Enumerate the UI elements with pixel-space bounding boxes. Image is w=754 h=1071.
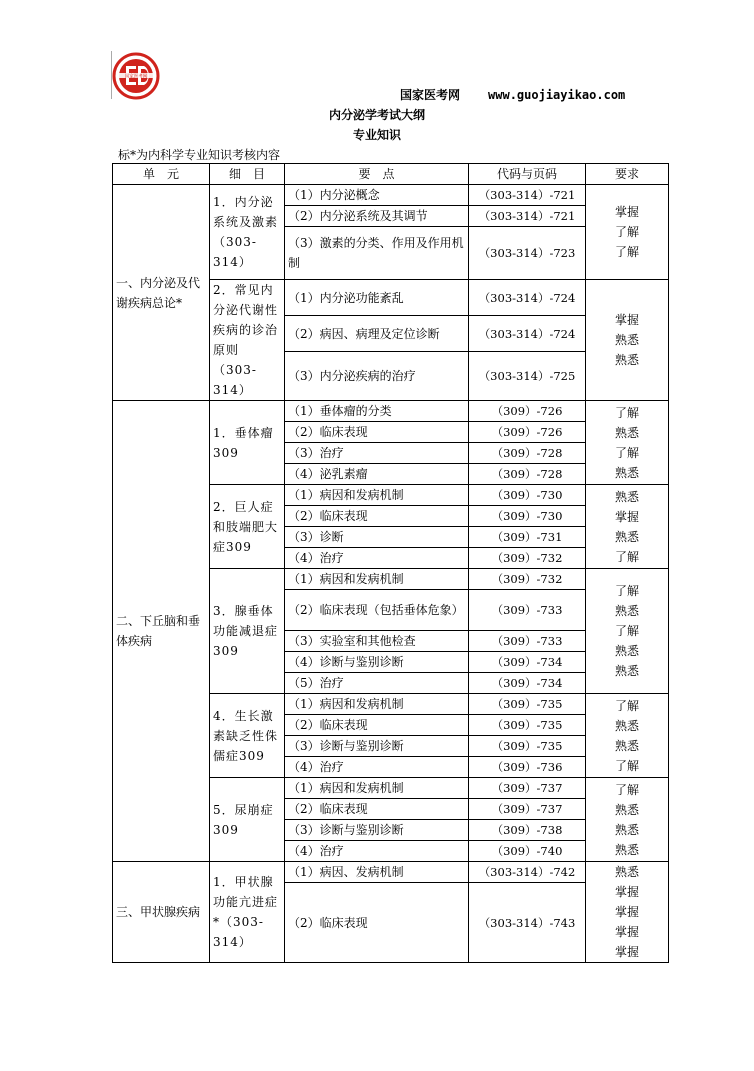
code-cell: （303-314）-724 [469, 280, 586, 316]
point-cell: （2）临床表现 [285, 799, 469, 820]
code-cell: （309）-731 [469, 527, 586, 548]
point-cell: （3）诊断与鉴别诊断 [285, 736, 469, 757]
code-cell: （309）-735 [469, 736, 586, 757]
detail-cell: 1．垂体瘤309 [210, 401, 285, 485]
requirement-item: 熟悉 [614, 465, 639, 480]
point-cell: （1）病因和发病机制 [285, 778, 469, 799]
requirement-cell [586, 778, 669, 862]
code-cell: （309）-726 [469, 422, 586, 443]
code-cell: （309）-730 [469, 485, 586, 506]
requirement-item: 熟悉 [614, 865, 639, 879]
code-cell: （309）-737 [469, 778, 586, 799]
point-cell: （1）垂体瘤的分类 [285, 401, 469, 422]
code-cell: （309）-730 [469, 506, 586, 527]
requirement-item: 熟悉 [614, 822, 639, 837]
point-cell: （1）内分泌功能紊乱 [285, 280, 469, 316]
detail-cell: 1．内分泌系统及激素（303-314） [210, 185, 285, 280]
table-row [113, 862, 669, 883]
requirement-cell [586, 280, 669, 401]
requirement-item: 熟悉 [614, 333, 639, 347]
code-cell: （303-314）-725 [469, 352, 586, 401]
detail-cell: 2．常见内分泌代谢性疾病的诊治原则（303-314） [210, 280, 285, 401]
requirement-item: 掌握 [614, 509, 639, 524]
table-row [113, 401, 669, 422]
table-note: 标*为内科学专业知识考核内容 [118, 148, 281, 162]
point-cell: （3）治疗 [285, 443, 469, 464]
requirement-item: 了解 [614, 225, 639, 239]
table-row [113, 185, 669, 206]
requirement-cell [586, 862, 669, 963]
code-cell: （309）-733 [469, 590, 586, 631]
requirement-item: 了解 [614, 624, 639, 638]
point-cell: （1）内分泌概念 [285, 185, 469, 206]
point-cell: （3）激素的分类、作用及作用机制 [285, 227, 469, 280]
point-cell: （3）实验室和其他检查 [285, 631, 469, 652]
point-cell: （2）临床表现 [285, 422, 469, 443]
point-cell: （4）诊断与鉴别诊断 [285, 652, 469, 673]
code-cell: （303-314）-743 [469, 883, 586, 963]
requirement-item: 熟悉 [614, 842, 639, 857]
unit-cell: 一、内分泌及代谢疾病总论* [113, 185, 210, 401]
code-cell: （303-314）-723 [469, 227, 586, 280]
code-cell: （309）-740 [469, 841, 586, 862]
point-cell: （4）治疗 [285, 757, 469, 778]
site-name: 国家医考网 [400, 88, 461, 102]
requirement-item: 掌握 [614, 925, 639, 939]
site-url-link[interactable]: www.guojiayikao.com [488, 88, 626, 102]
page-title: 内分泌学考试大纲 [328, 108, 425, 122]
requirement-item: 熟悉 [614, 353, 639, 367]
requirement-item: 了解 [614, 445, 639, 460]
code-cell: （303-314）-721 [469, 206, 586, 227]
point-cell: （1）病因和发病机制 [285, 569, 469, 590]
point-cell: （2）临床表现 [285, 506, 469, 527]
point-cell: （1）病因、发病机制 [285, 862, 469, 883]
point-cell: （2）临床表现（包括垂体危象） [285, 590, 469, 631]
requirement-item: 掌握 [614, 905, 639, 919]
requirement-item: 了解 [614, 782, 639, 797]
requirement-item: 熟悉 [614, 604, 639, 618]
code-cell: （303-314）-724 [469, 316, 586, 352]
point-cell: （2）临床表现 [285, 715, 469, 736]
code-cell: （309）-734 [469, 673, 586, 694]
requirement-item: 了解 [614, 698, 639, 713]
point-cell: （3）内分泌疾病的治疗 [285, 352, 469, 401]
requirement-item: 熟悉 [614, 738, 639, 753]
requirement-cell [586, 694, 669, 778]
requirement-item: 掌握 [614, 885, 639, 899]
code-cell: （303-314）-742 [469, 862, 586, 883]
logo-text: 国家医考网 [124, 74, 148, 80]
code-cell: （309）-734 [469, 652, 586, 673]
requirement-item: 熟悉 [614, 802, 639, 817]
point-cell: （3）诊断与鉴别诊断 [285, 820, 469, 841]
point-cell: （2）病因、病理及定位诊断 [285, 316, 469, 352]
requirement-item: 掌握 [614, 205, 639, 219]
requirement-item: 熟悉 [614, 664, 639, 678]
requirement-item: 了解 [614, 405, 639, 420]
header-detail: 细 目 [210, 164, 285, 185]
requirement-item: 熟悉 [614, 489, 639, 504]
code-cell: （309）-733 [469, 631, 586, 652]
code-cell: （309）-736 [469, 757, 586, 778]
point-cell: （2）临床表现 [285, 883, 469, 963]
detail-cell: 5．尿崩症309 [210, 778, 285, 862]
requirement-cell [586, 401, 669, 485]
requirement-cell [586, 185, 669, 280]
page-subtitle: 专业知识 [352, 128, 401, 142]
requirement-item: 了解 [614, 584, 639, 598]
point-cell: （4）治疗 [285, 548, 469, 569]
detail-cell: 4．生长激素缺乏性侏儒症309 [210, 694, 285, 778]
unit-cell: 二、下丘脑和垂体疾病 [113, 401, 210, 862]
header-requirement: 要求 [586, 164, 669, 185]
point-cell: （1）病因和发病机制 [285, 485, 469, 506]
code-cell: （309）-728 [469, 464, 586, 485]
site-header [400, 86, 625, 103]
syllabus-table [112, 163, 669, 963]
code-cell: （309）-735 [469, 694, 586, 715]
requirement-cell [586, 569, 669, 694]
code-cell: （309）-728 [469, 443, 586, 464]
point-cell: （4）治疗 [285, 841, 469, 862]
requirement-item: 熟悉 [614, 644, 639, 658]
detail-cell: 2．巨人症和肢端肥大症309 [210, 485, 285, 569]
requirement-item: 熟悉 [614, 425, 639, 440]
requirement-item: 熟悉 [614, 529, 639, 544]
point-cell: （4）泌乳素瘤 [285, 464, 469, 485]
requirement-item: 了解 [614, 245, 639, 259]
code-cell: （309）-732 [469, 569, 586, 590]
point-cell: （1）病因和发病机制 [285, 694, 469, 715]
requirement-item: 掌握 [614, 945, 639, 959]
code-cell: （309）-732 [469, 548, 586, 569]
unit-cell: 三、甲状腺疾病 [113, 862, 210, 963]
detail-cell: 3．腺垂体功能减退症309 [210, 569, 285, 694]
point-cell: （2）内分泌系统及其调节 [285, 206, 469, 227]
header-code: 代码与页码 [469, 164, 586, 185]
code-cell: （303-314）-721 [469, 185, 586, 206]
requirement-item: 了解 [614, 549, 639, 564]
requirement-item: 掌握 [614, 313, 639, 327]
code-cell: （309）-735 [469, 715, 586, 736]
requirement-cell [586, 485, 669, 569]
header-unit: 单 元 [113, 164, 210, 185]
point-cell: （3）诊断 [285, 527, 469, 548]
requirement-item: 了解 [614, 758, 639, 773]
detail-cell: 1．甲状腺功能亢进症*（303-314） [210, 862, 285, 963]
point-cell: （5）治疗 [285, 673, 469, 694]
code-cell: （309）-738 [469, 820, 586, 841]
code-cell: （309）-726 [469, 401, 586, 422]
code-cell: （309）-737 [469, 799, 586, 820]
logo-frame [111, 51, 162, 99]
header-point: 要 点 [285, 164, 469, 185]
requirement-item: 熟悉 [614, 718, 639, 733]
